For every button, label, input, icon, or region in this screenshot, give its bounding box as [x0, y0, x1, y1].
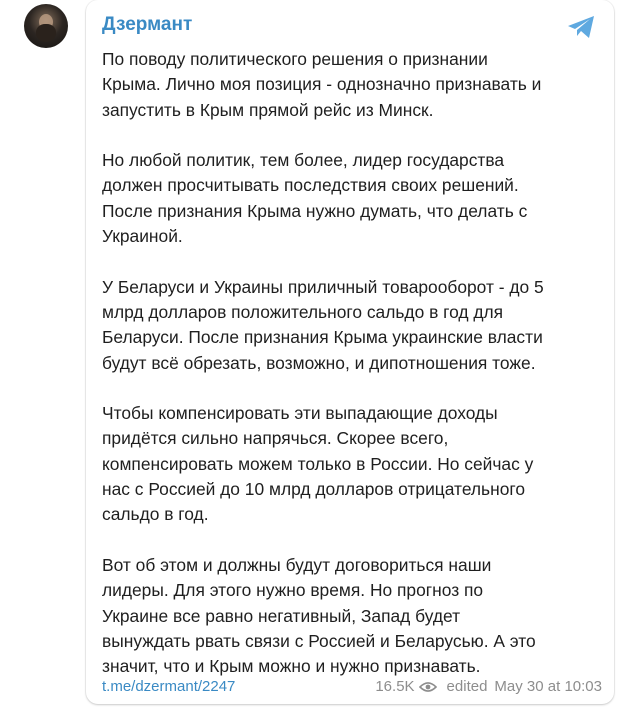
message-bubble	[86, 0, 614, 704]
post-paragraph: Чтобы компенсировать эти выпадающие доходы придётся сильно напрячься. Скорее всего, компенсировать можем только в России. Но сейчас у нас с Россией до 10 млрд долларов отрицательного сальдо в год.	[102, 403, 534, 525]
edited-label: edited	[446, 678, 488, 695]
channel-avatar[interactable]	[24, 4, 68, 48]
avatar-beard	[36, 24, 56, 42]
post-paragraph: Но любой политик, тем более, лидер государства должен просчитывать последствия своих решений. После признания Крыма нужно думать, что делать с Украиной.	[102, 150, 528, 247]
telegram-share-icon[interactable]	[566, 14, 596, 40]
post-date[interactable]: May 30 at 10:03	[494, 678, 602, 695]
post-paragraph: Вот об этом и должны будут договориться наши лидеры. Для этого нужно время. Но прогноз по Украине все равно негативный, Запад будет вынуждать рвать связи с Россией и Беларусью. А это значит, что и Крым можно и нужно признавать.	[102, 554, 536, 677]
post-paragraph: У Беларуси и Украины приличный товарооборот - до 5 млрд долларов положительного сальдо в год для Беларуси. После признания Крыма украинские власти будут всё обрезать, возможно, и дипотношения тоже.	[102, 276, 544, 373]
post-meta	[375, 678, 602, 695]
post-paragraph: По поводу политического решения о признании Крыма. Лично моя позиция - однозначно признавать и запустить в Крым прямой рейс из Минск.	[102, 49, 542, 120]
eye-icon	[419, 681, 437, 693]
channel-name[interactable]: Дзермант	[102, 14, 193, 35]
post-text	[102, 47, 607, 679]
views-count: 16.5K	[375, 678, 415, 695]
post-footer	[102, 678, 602, 700]
post-link[interactable]: t.me/dzermant/2247	[102, 678, 236, 695]
